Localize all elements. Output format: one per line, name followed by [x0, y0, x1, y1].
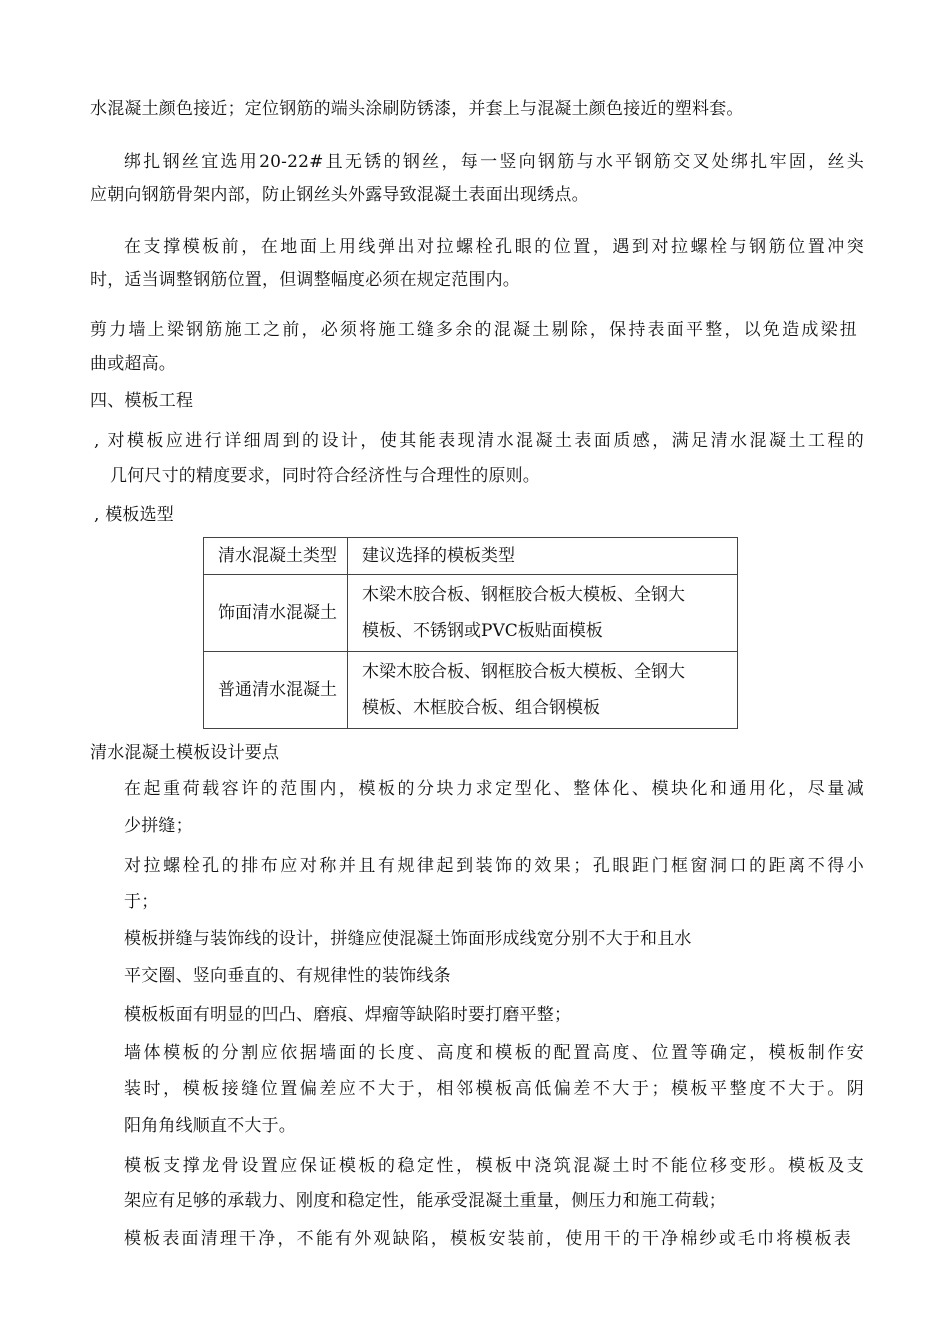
list-item-line: 模板支撑龙骨设置应保证模板的稳定性，模板中浇筑混凝土时不能位移变形。模板及支: [124, 1156, 864, 1176]
paragraph-line: 绑扎钢丝宜选用20-22#且无锈的钢丝，每一竖向钢筋与水平钢筋交叉处绑扎牢固，丝头: [124, 152, 864, 172]
list-item-line: 平交圈、竖向垂直的、有规律性的装饰线条: [124, 966, 451, 986]
paragraph-line: 在支撑模板前，在地面上用线弹出对拉螺栓孔眼的位置，遇到对拉螺栓与钢筋位置冲突: [124, 237, 864, 257]
cell-line: 木梁木胶合板、钢框胶合板大模板、全钢大: [362, 585, 685, 605]
paragraph-line: 几何尺寸的精度要求，同时符合经济性与合理性的原则。: [110, 466, 540, 486]
table-cell-formwork: [348, 652, 738, 729]
cell-line: 木梁木胶合板、钢框胶合板大模板、全钢大: [362, 662, 685, 682]
subsection-heading: , 模板选型: [94, 505, 175, 525]
list-item-line: 模板板面有明显的凹凸、磨痕、焊瘤等缺陷时要打磨平整；: [124, 1005, 572, 1025]
paragraph-line: 水混凝土颜色接近；定位钢筋的端头涂刷防锈漆，并套上与混凝土颜色接近的塑料套。: [90, 99, 744, 119]
table-header-cell: 建议选择的模板类型: [348, 538, 738, 575]
subsection-heading: 清水混凝土模板设计要点: [90, 743, 280, 763]
paragraph-line: , 对模板应进行详细周到的设计，使其能表现清水混凝土表面质感，满足清水混凝土工程的: [94, 431, 864, 451]
list-item-line: 于；: [124, 892, 159, 912]
list-item-line: 装时，模板接缝位置偏差应不大于，相邻模板高低偏差不大于；模板平整度不大于。阴: [124, 1079, 864, 1099]
paragraph-line: 应朝向钢筋骨架内部，防止钢丝头外露导致混凝土表面出现绣点。: [90, 185, 589, 205]
list-item-line: 对拉螺栓孔的排布应对称并且有规律起到装饰的效果；孔眼距门框窗洞口的距离不得小: [124, 856, 864, 876]
cell-line: 模板、不锈钢或PVC板贴面模板: [362, 621, 603, 641]
list-item-line: 模板表面清理干净，不能有外观缺陷，模板安装前，使用干的干净棉纱或毛巾将模板表: [124, 1229, 851, 1249]
section-heading: 四、模板工程: [90, 391, 194, 411]
paragraph-line: 剪力墙上梁钢筋施工之前，必须将施工缝多余的混凝土剔除，保持表面平整，以免造成梁扭: [90, 320, 857, 340]
paragraph-line: 时，适当调整钢筋位置，但调整幅度必须在规定范围内。: [90, 270, 520, 290]
list-item-line: 在起重荷载容许的范围内，模板的分块力求定型化、整体化、模块化和通用化，尽量减: [124, 779, 864, 799]
formwork-type-table: [203, 537, 738, 729]
list-item-line: 少拼缝；: [124, 816, 193, 836]
table-row: [204, 652, 738, 729]
list-item-line: 模板拼缝与装饰线的设计，拼缝应使混凝土饰面形成线宽分别不大于和且水: [124, 929, 692, 949]
list-item-line: 架应有足够的承载力、刚度和稳定性，能承受混凝土重量，侧压力和施工荷载；: [124, 1191, 726, 1211]
list-item-line: 墙体模板的分割应依据墙面的长度、高度和模板的配置高度、位置等确定，模板制作安: [124, 1043, 864, 1063]
table-cell-type: 饰面清水混凝土: [204, 575, 348, 652]
table-header-cell: 清水混凝土类型: [204, 538, 348, 575]
table-cell-type: 普通清水混凝土: [204, 652, 348, 729]
table-row: [204, 575, 738, 652]
cell-line: 模板、木框胶合板、组合钢模板: [362, 698, 600, 718]
paragraph-line: 曲或超高。: [90, 354, 176, 374]
table-header-row: [204, 538, 738, 575]
table-cell-formwork: [348, 575, 738, 652]
list-item-line: 阳角角线顺直不大于。: [124, 1116, 296, 1136]
